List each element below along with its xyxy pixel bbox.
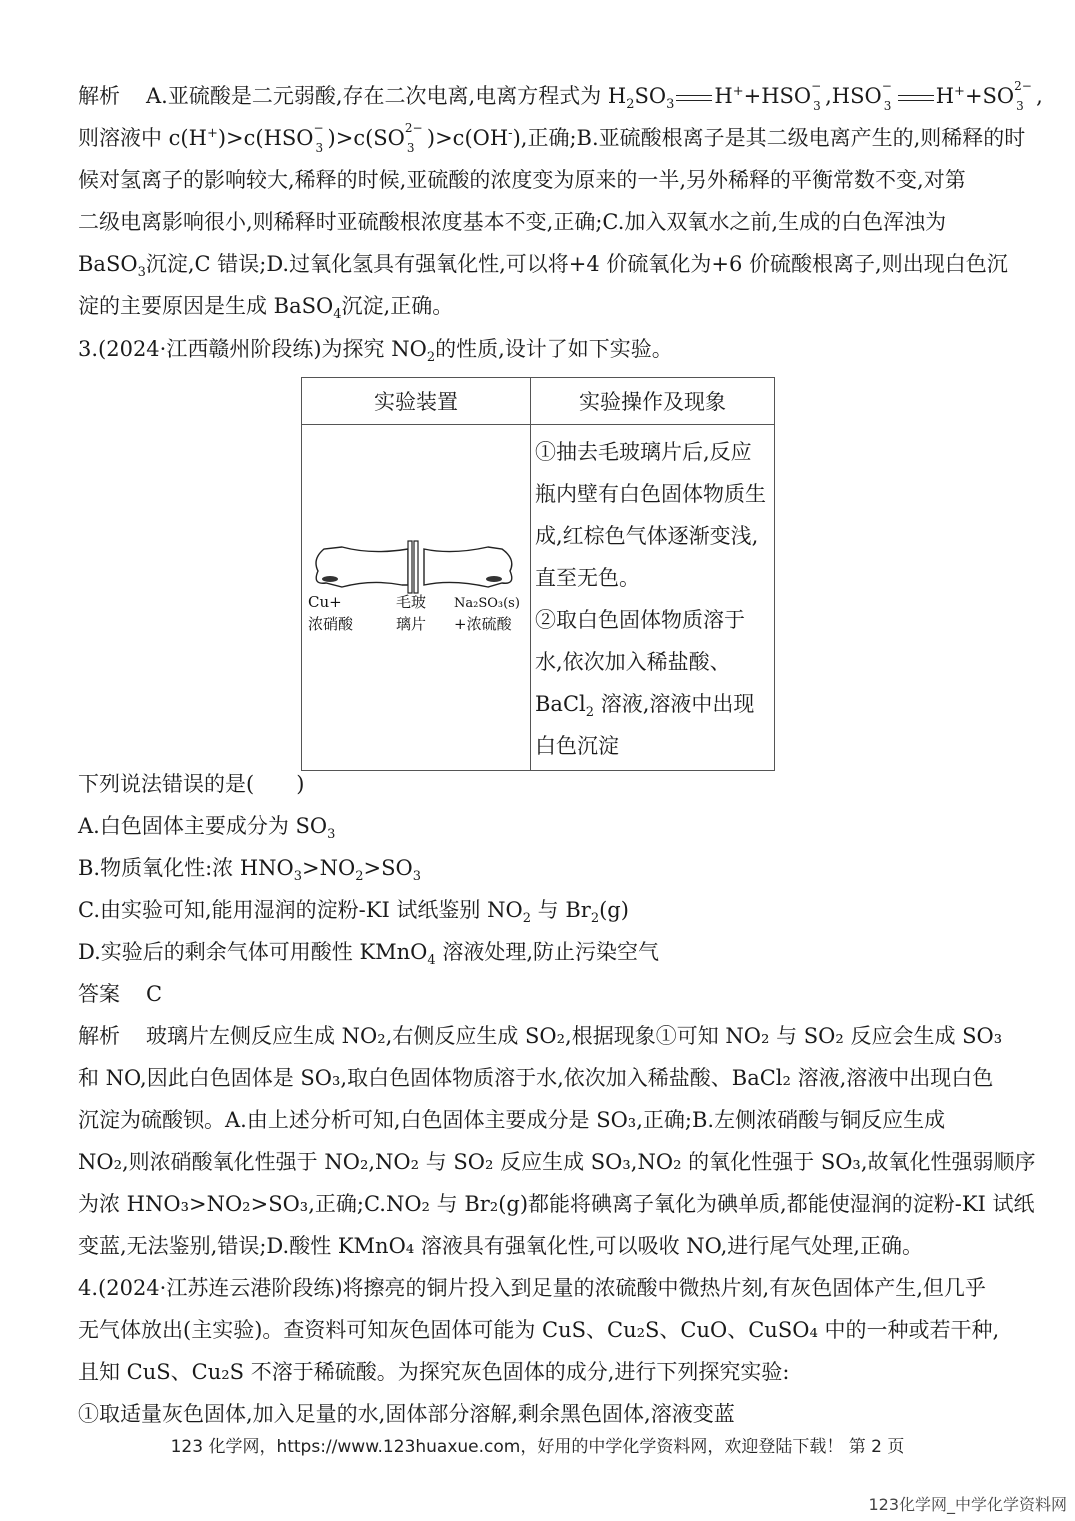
operation-2a: ②取白色固体物质溶于水,依次加入稀盐酸、 bbox=[535, 608, 745, 674]
analysis2-line3: 沉淀为硫酸钡。A.由上述分析可知,白色固体主要成分是 SO₃,正确;B.左侧浓硝酸与铜反应生成 bbox=[78, 1108, 946, 1132]
page-footer: 123 化学网，https://www.123huaxue.com，好用的中学化学资料网，欢迎登陆下载！ 第 2 页 bbox=[170, 1437, 905, 1457]
question4-line4: ①取适量灰色固体,加入足量的水,固体部分溶解,剩余黑色固体,溶液变蓝 bbox=[78, 1402, 735, 1426]
answer-line bbox=[78, 980, 998, 1008]
equilibrium-arrow-icon bbox=[898, 93, 934, 103]
option-c: C.由实验可知,能用湿润的淀粉-KI 试纸鉴别 $NO_2$ 与 $Br_2(g)$ bbox=[78, 898, 629, 927]
analysis1-line4: 二级电离影响很小,则稀释时亚硫酸根浓度基本不变,正确;C.加入双氧水之前,生成的白色浑浊为 bbox=[78, 210, 947, 234]
analysis1-line6: 淀的主要原因是生成 BaSO$_4$沉淀,正确。 bbox=[78, 294, 454, 323]
question4-line3: 且知 CuS、Cu₂S 不溶于稀硫酸。为探究灰色固体的成分,进行下列探究实验: bbox=[78, 1360, 790, 1384]
analysis-label: 解析 bbox=[78, 84, 120, 108]
label-conc-nitric: 浓硝酸 bbox=[308, 615, 354, 633]
analysis1-line5: BaSO$_3$沉淀,C 错误;D.过氧化氢具有强氧化性,可以将+4 价硫氧化为+6 价硫酸根离子,则出现白色沉 bbox=[78, 252, 1008, 281]
label-cu: Cu+ bbox=[308, 593, 342, 611]
watermark: 123化学网_中学化学资料网 bbox=[868, 1495, 1067, 1514]
analysis2-line6: 变蓝,无法鉴别,错误;D.酸性 KMnO₄ 溶液具有强氧化性,可以吸收 NO,进行尾气处理,正确。 bbox=[78, 1234, 923, 1258]
analysis1-line3: 候对氢离子的影响较大,稀释的时候,亚硫酸的浓度变为原来的一半,另外稀释的平衡常数不变,对第 bbox=[78, 168, 966, 192]
label-na2so3: Na₂SO₃(s) bbox=[454, 596, 520, 611]
question3-stem: 3.(2024·江西赣州阶段练)为探究 $NO_2$的性质,设计了如下实验。 bbox=[78, 337, 673, 366]
question4-line2: 无气体放出(主实验)。查资料可知灰色固体可能为 CuS、Cu₂S、CuO、CuSO₄ 中的一种或若干种, bbox=[78, 1318, 1000, 1342]
analysis1-line2: 则溶液中 c(H+)>c(HSO − 3 )>c(SO 2− 3 )>c(OH-),正确;B.亚硫酸根离子是其二级电离产生的,则稀释的时 bbox=[78, 121, 1026, 155]
analysis-label: 解析 bbox=[78, 1024, 120, 1048]
table-header-apparatus: 实验装置 bbox=[302, 378, 531, 425]
answer-label: 答案 bbox=[78, 982, 120, 1006]
label-conc-sulfuric: +浓硫酸 bbox=[454, 615, 512, 633]
analysis2-line2: 和 NO,因此白色固体是 SO₃,取白色固体物质溶于水,依次加入稀盐酸、BaCl₂ 溶液,溶液中出现白色 bbox=[78, 1066, 994, 1090]
operation-1: ①抽去毛玻璃片后,反应瓶内壁有白色固体物质生成,红棕色气体逐渐变浅,直至无色。 bbox=[535, 440, 766, 590]
analysis2-line5: 为浓 HNO₃>NO₂>SO₃,正确;C.NO₂ 与 Br₂(g)都能将碘离子氧化为碘单质,都能使湿润的淀粉-KI 试纸 bbox=[78, 1192, 1035, 1216]
label-glass-1: 毛玻 bbox=[396, 593, 427, 611]
apparatus-cell bbox=[302, 425, 531, 771]
option-b: B.物质氧化性:浓 $HNO_3>NO_2>SO_3$ bbox=[78, 856, 421, 885]
option-a: A.白色固体主要成分为 $SO_3$ bbox=[78, 814, 336, 843]
analysis2-line1: 解析 玻璃片左侧反应生成 NO₂,右侧反应生成 SO₂,根据现象①可知 NO₂ 与 SO₂ 反应会生成 SO₃ bbox=[78, 1024, 1003, 1048]
experiment-table bbox=[301, 377, 775, 771]
question3-prompt: 下列说法错误的是( ) bbox=[78, 772, 305, 796]
operations-cell: ①抽去毛玻璃片后,反应瓶内壁有白色固体物质生成,红棕色气体逐渐变浅,直至无色。 ②取白色固体物质溶于水,依次加入稀盐酸、BaCl$_2$ 溶液,溶液中出现白色沉淀 bbox=[531, 425, 775, 771]
table-header-operations: 实验操作及现象 bbox=[531, 378, 775, 425]
analysis2-line4: NO₂,则浓硝酸氧化性强于 NO₂,NO₂ 与 SO₂ 反应生成 SO₃,NO₂ 的氧化性强于 SO₃,故氧化性强弱顺序 bbox=[78, 1150, 1036, 1174]
answer-value: C bbox=[146, 982, 163, 1006]
question4-line1: 4.(2024·江苏连云港阶段练)将擦亮的铜片投入到足量的浓硫酸中微热片刻,有灰色固体产生,但几乎 bbox=[78, 1276, 986, 1300]
apparatus-diagram bbox=[302, 425, 530, 765]
analysis1-line1: 解析 A.亚硫酸是二元弱酸,存在二次电离,电离方程式为 $H_2SO_3$ H++HSO − 3 ,HSO − 3 H++SO 2− 3 , bbox=[78, 79, 1043, 113]
option-d: D.实验后的剩余气体可用酸性 KMnO$_4$ 溶液处理,防止污染空气 bbox=[78, 940, 660, 969]
label-glass-2: 璃片 bbox=[396, 615, 427, 633]
equilibrium-arrow-icon bbox=[676, 93, 712, 103]
